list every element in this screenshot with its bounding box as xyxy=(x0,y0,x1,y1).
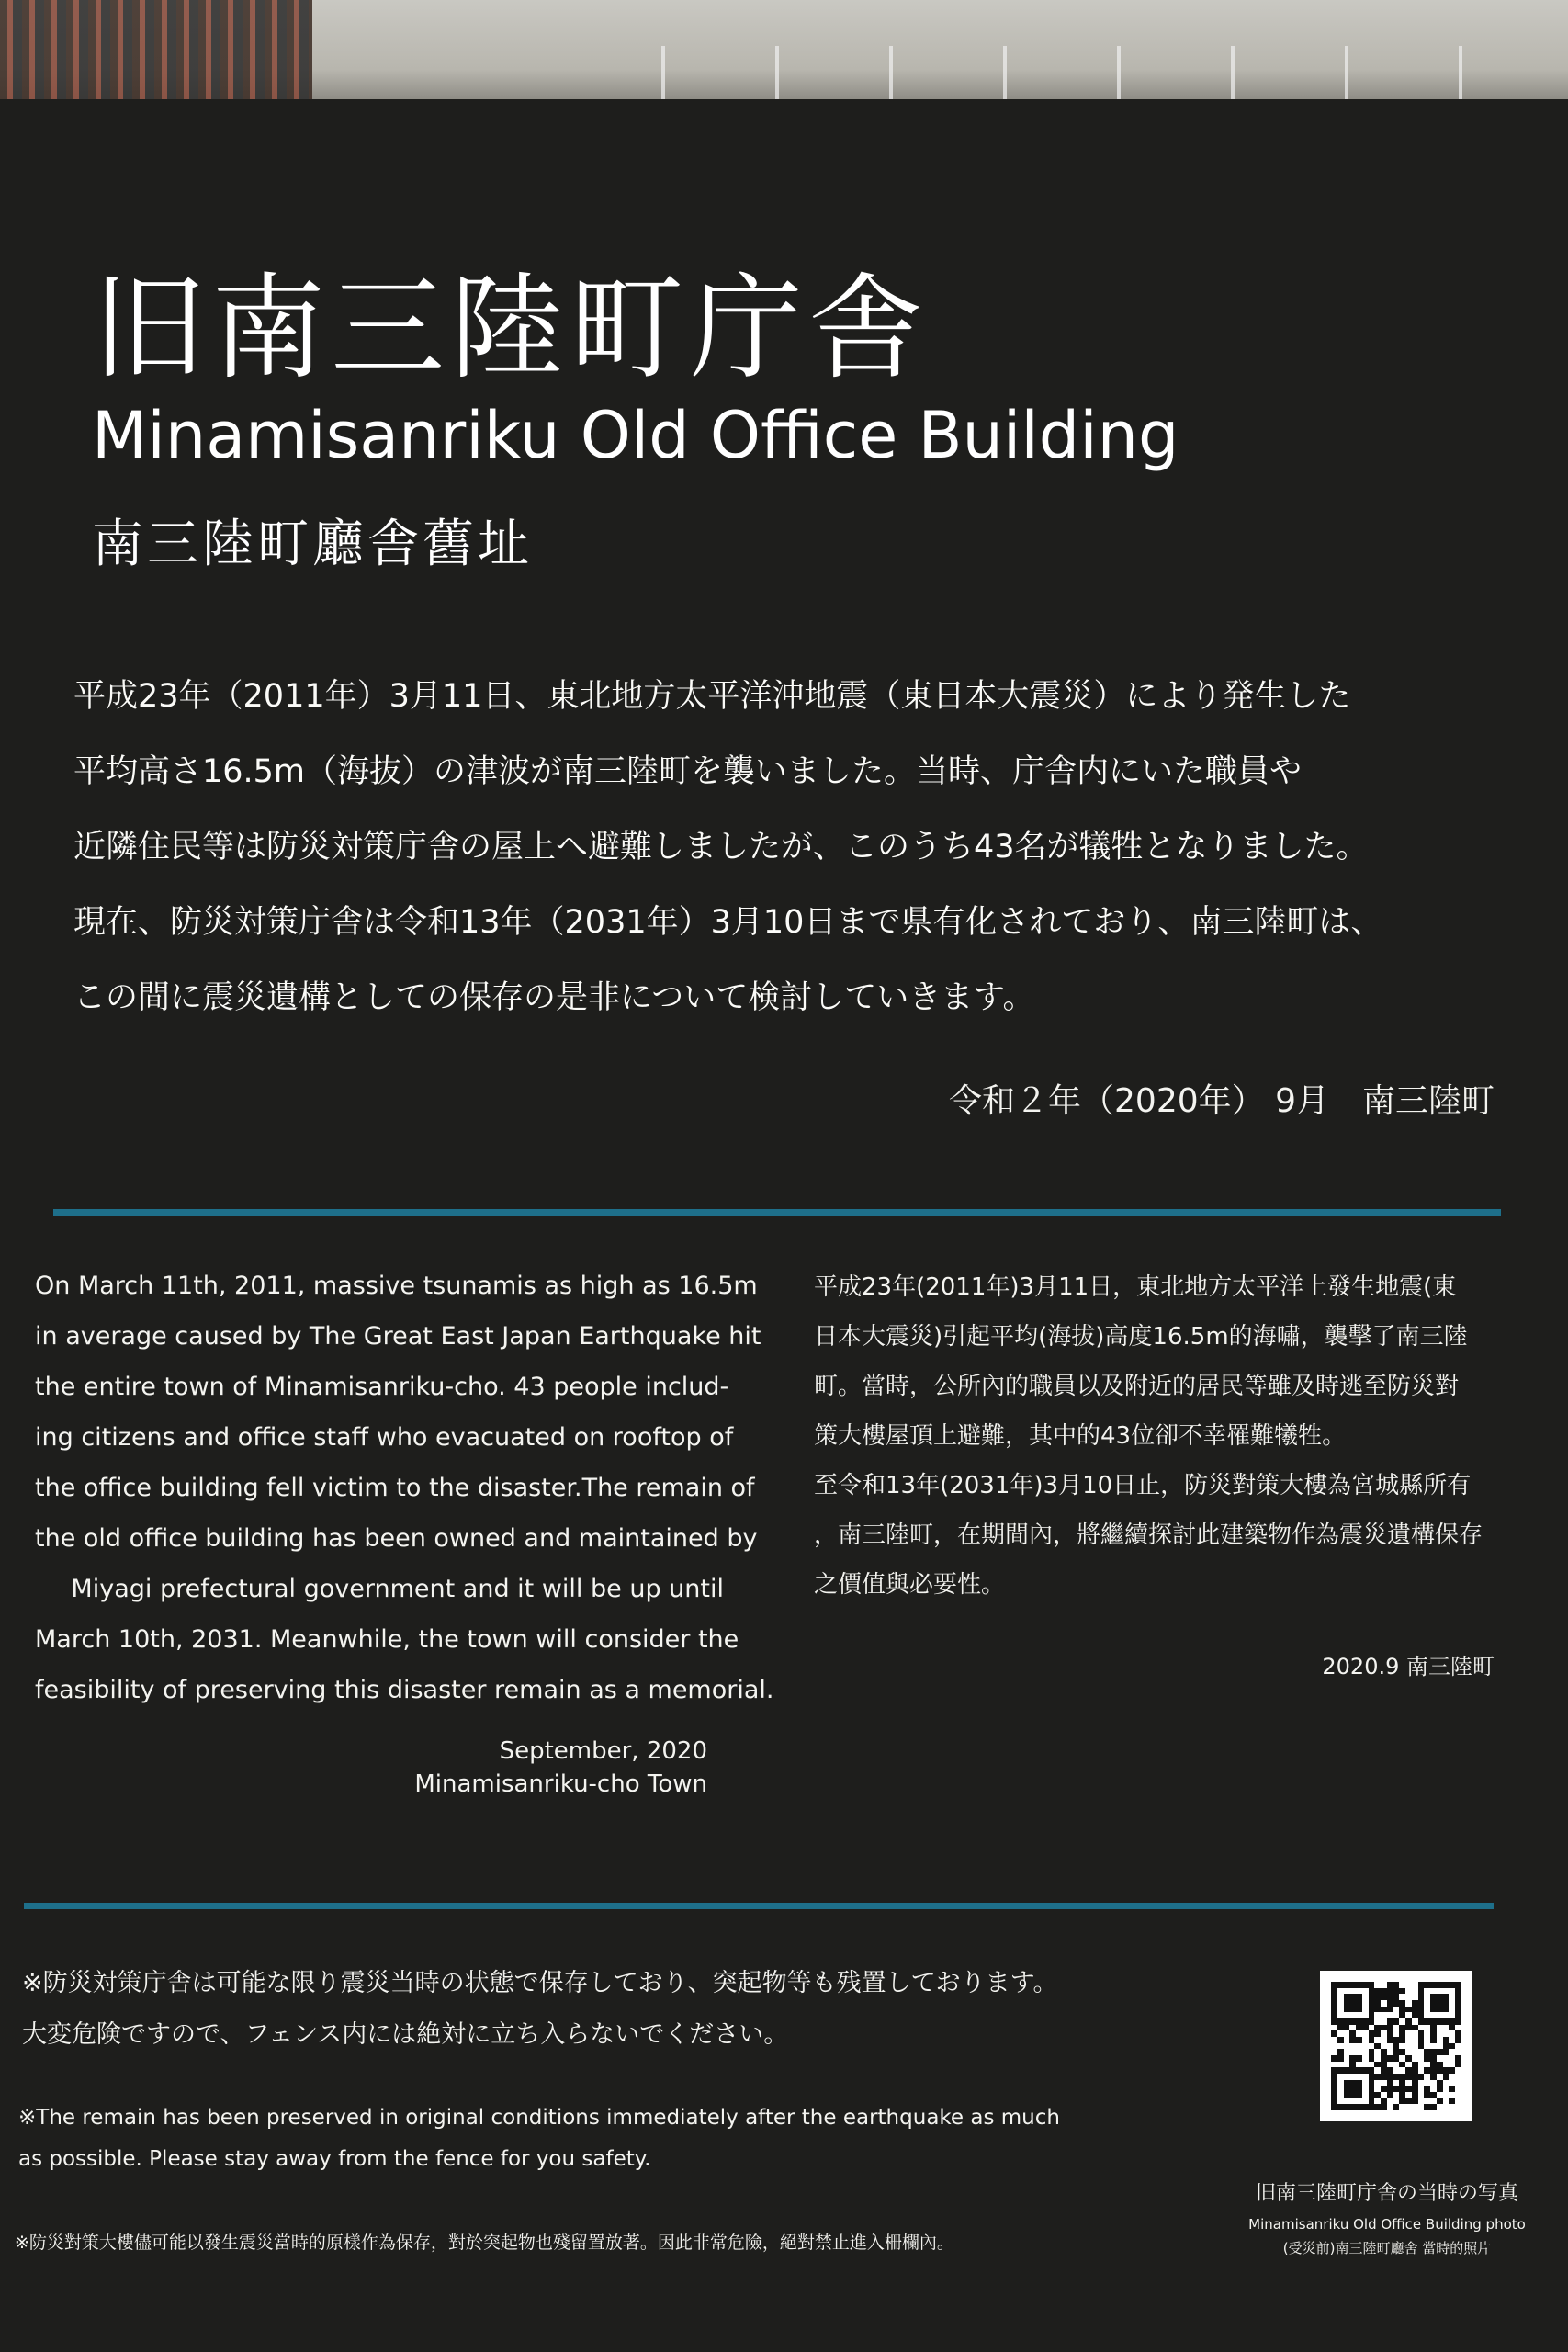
divider-top xyxy=(53,1209,1501,1216)
chinese-signature: 2020.9 南三陸町 xyxy=(1322,1654,1495,1679)
japanese-line: 現在、防災対策庁舎は令和13年（2031年）3月10日まで県有化されており、南三陸町は、 xyxy=(73,904,1383,941)
qr-caption-english: Minamisanriku Old Office Building photo xyxy=(1248,2216,1526,2233)
chinese-line: 日本大震災)引起平均(海拔)高度16.5m的海嘯，襲擊了南三陸 xyxy=(814,1323,1468,1351)
english-signature-date: September, 2020 xyxy=(499,1737,707,1765)
warning-english-line-2: as possible. Please stay away from the fence for you safety. xyxy=(18,2147,651,2171)
qr-caption-chinese: (受災前)南三陸町廳舍 當時的照片 xyxy=(1282,2240,1492,2256)
chinese-line: 之價值與必要性。 xyxy=(814,1571,1006,1599)
title-japanese: 旧南三陸町庁舎 xyxy=(92,263,929,395)
english-signature-town: Minamisanriku-cho Town xyxy=(414,1770,707,1798)
japanese-line: 平成23年（2011年）3月11日、東北地方太平洋沖地震（東日本大震災）により発生した xyxy=(73,678,1351,715)
chinese-line: 策大樓屋頂上避難，其中的43位卻不幸罹難犧牲。 xyxy=(814,1422,1347,1450)
english-line: the entire town of Minamisanriku-cho. 43 people includ- xyxy=(35,1373,729,1401)
english-paragraph xyxy=(35,1261,774,1715)
warning-english-line-1: ※The remain has been preserved in original conditions immediately after the earthquake as much xyxy=(18,2106,1060,2130)
qr-code-pattern xyxy=(1331,1982,1461,2110)
chinese-line: ，南三陸町，在期間內，將繼續探討此建築物作為震災遺構保存 xyxy=(814,1521,1483,1549)
chinese-line: 町。當時，公所內的職員以及附近的居民等雖及時逃至防災對 xyxy=(814,1373,1460,1400)
english-line: the old office building has been owned and maintained by xyxy=(35,1524,758,1553)
english-signature xyxy=(386,1735,707,1801)
japanese-line: この間に震災遺構としての保存の是非について検討していきます。 xyxy=(73,979,1035,1016)
japanese-line: 近隣住民等は防災対策庁舎の屋上へ避難しましたが、このうち43名が犠牲となりました。 xyxy=(73,829,1369,865)
english-line: feasibility of preserving this disaster remain as a memorial. xyxy=(35,1676,774,1704)
english-line: ing citizens and office staff who evacuated on rooftop of xyxy=(35,1423,734,1452)
japanese-signature: 令和２年（2020年） 9月 南三陸町 xyxy=(949,1082,1495,1120)
title-chinese: 南三陸町廳舎舊址 xyxy=(92,514,533,574)
chinese-paragraph xyxy=(814,1262,1494,1610)
background-railing xyxy=(0,0,312,99)
english-line: the office building fell victim to the disaster.The remain of xyxy=(35,1474,755,1502)
warning-chinese: ※防災對策大樓儘可能以發生震災當時的原樣作為保存，對於突起物也殘留置放著。因此非常危險，絕對禁止進入柵欄內。 xyxy=(15,2233,954,2253)
background-fence xyxy=(551,46,1568,99)
english-line: in average caused by The Great East Japan Earthquake hit xyxy=(35,1322,761,1351)
english-line: On March 11th, 2011, massive tsunamis as high as 16.5m xyxy=(35,1272,758,1300)
warning-japanese-line-2: 大変危険ですので、フェンス内には絶対に立ち入らないでください。 xyxy=(22,2020,789,2049)
qr-caption-japanese: 旧南三陸町庁舎の当時の写真 xyxy=(1255,2182,1518,2205)
divider-bottom xyxy=(24,1903,1494,1909)
japanese-paragraph xyxy=(73,665,1525,1042)
warning-japanese-line-1: ※防災対策庁舎は可能な限り震災当時の状態で保存しており、突起物等も残置しております。 xyxy=(22,1969,1058,1997)
chinese-line: 至令和13年(2031年)3月10日止，防災對策大樓為宮城縣所有 xyxy=(814,1472,1472,1499)
english-line: Miyagi prefectural government and it will be up until xyxy=(71,1575,724,1603)
title-english: Minamisanriku Old Office Building xyxy=(92,398,1179,473)
japanese-line: 平均高さ16.5m（海抜）の津波が南三陸町を襲いました。当時、庁舎内にいた職員や xyxy=(73,753,1303,790)
english-line: March 10th, 2031. Meanwhile, the town will consider the xyxy=(35,1625,739,1654)
chinese-line: 平成23年(2011年)3月11日，東北地方太平洋上發生地震(東 xyxy=(814,1273,1457,1301)
background-wall xyxy=(0,0,1568,99)
qr-code[interactable] xyxy=(1320,1971,1472,2121)
